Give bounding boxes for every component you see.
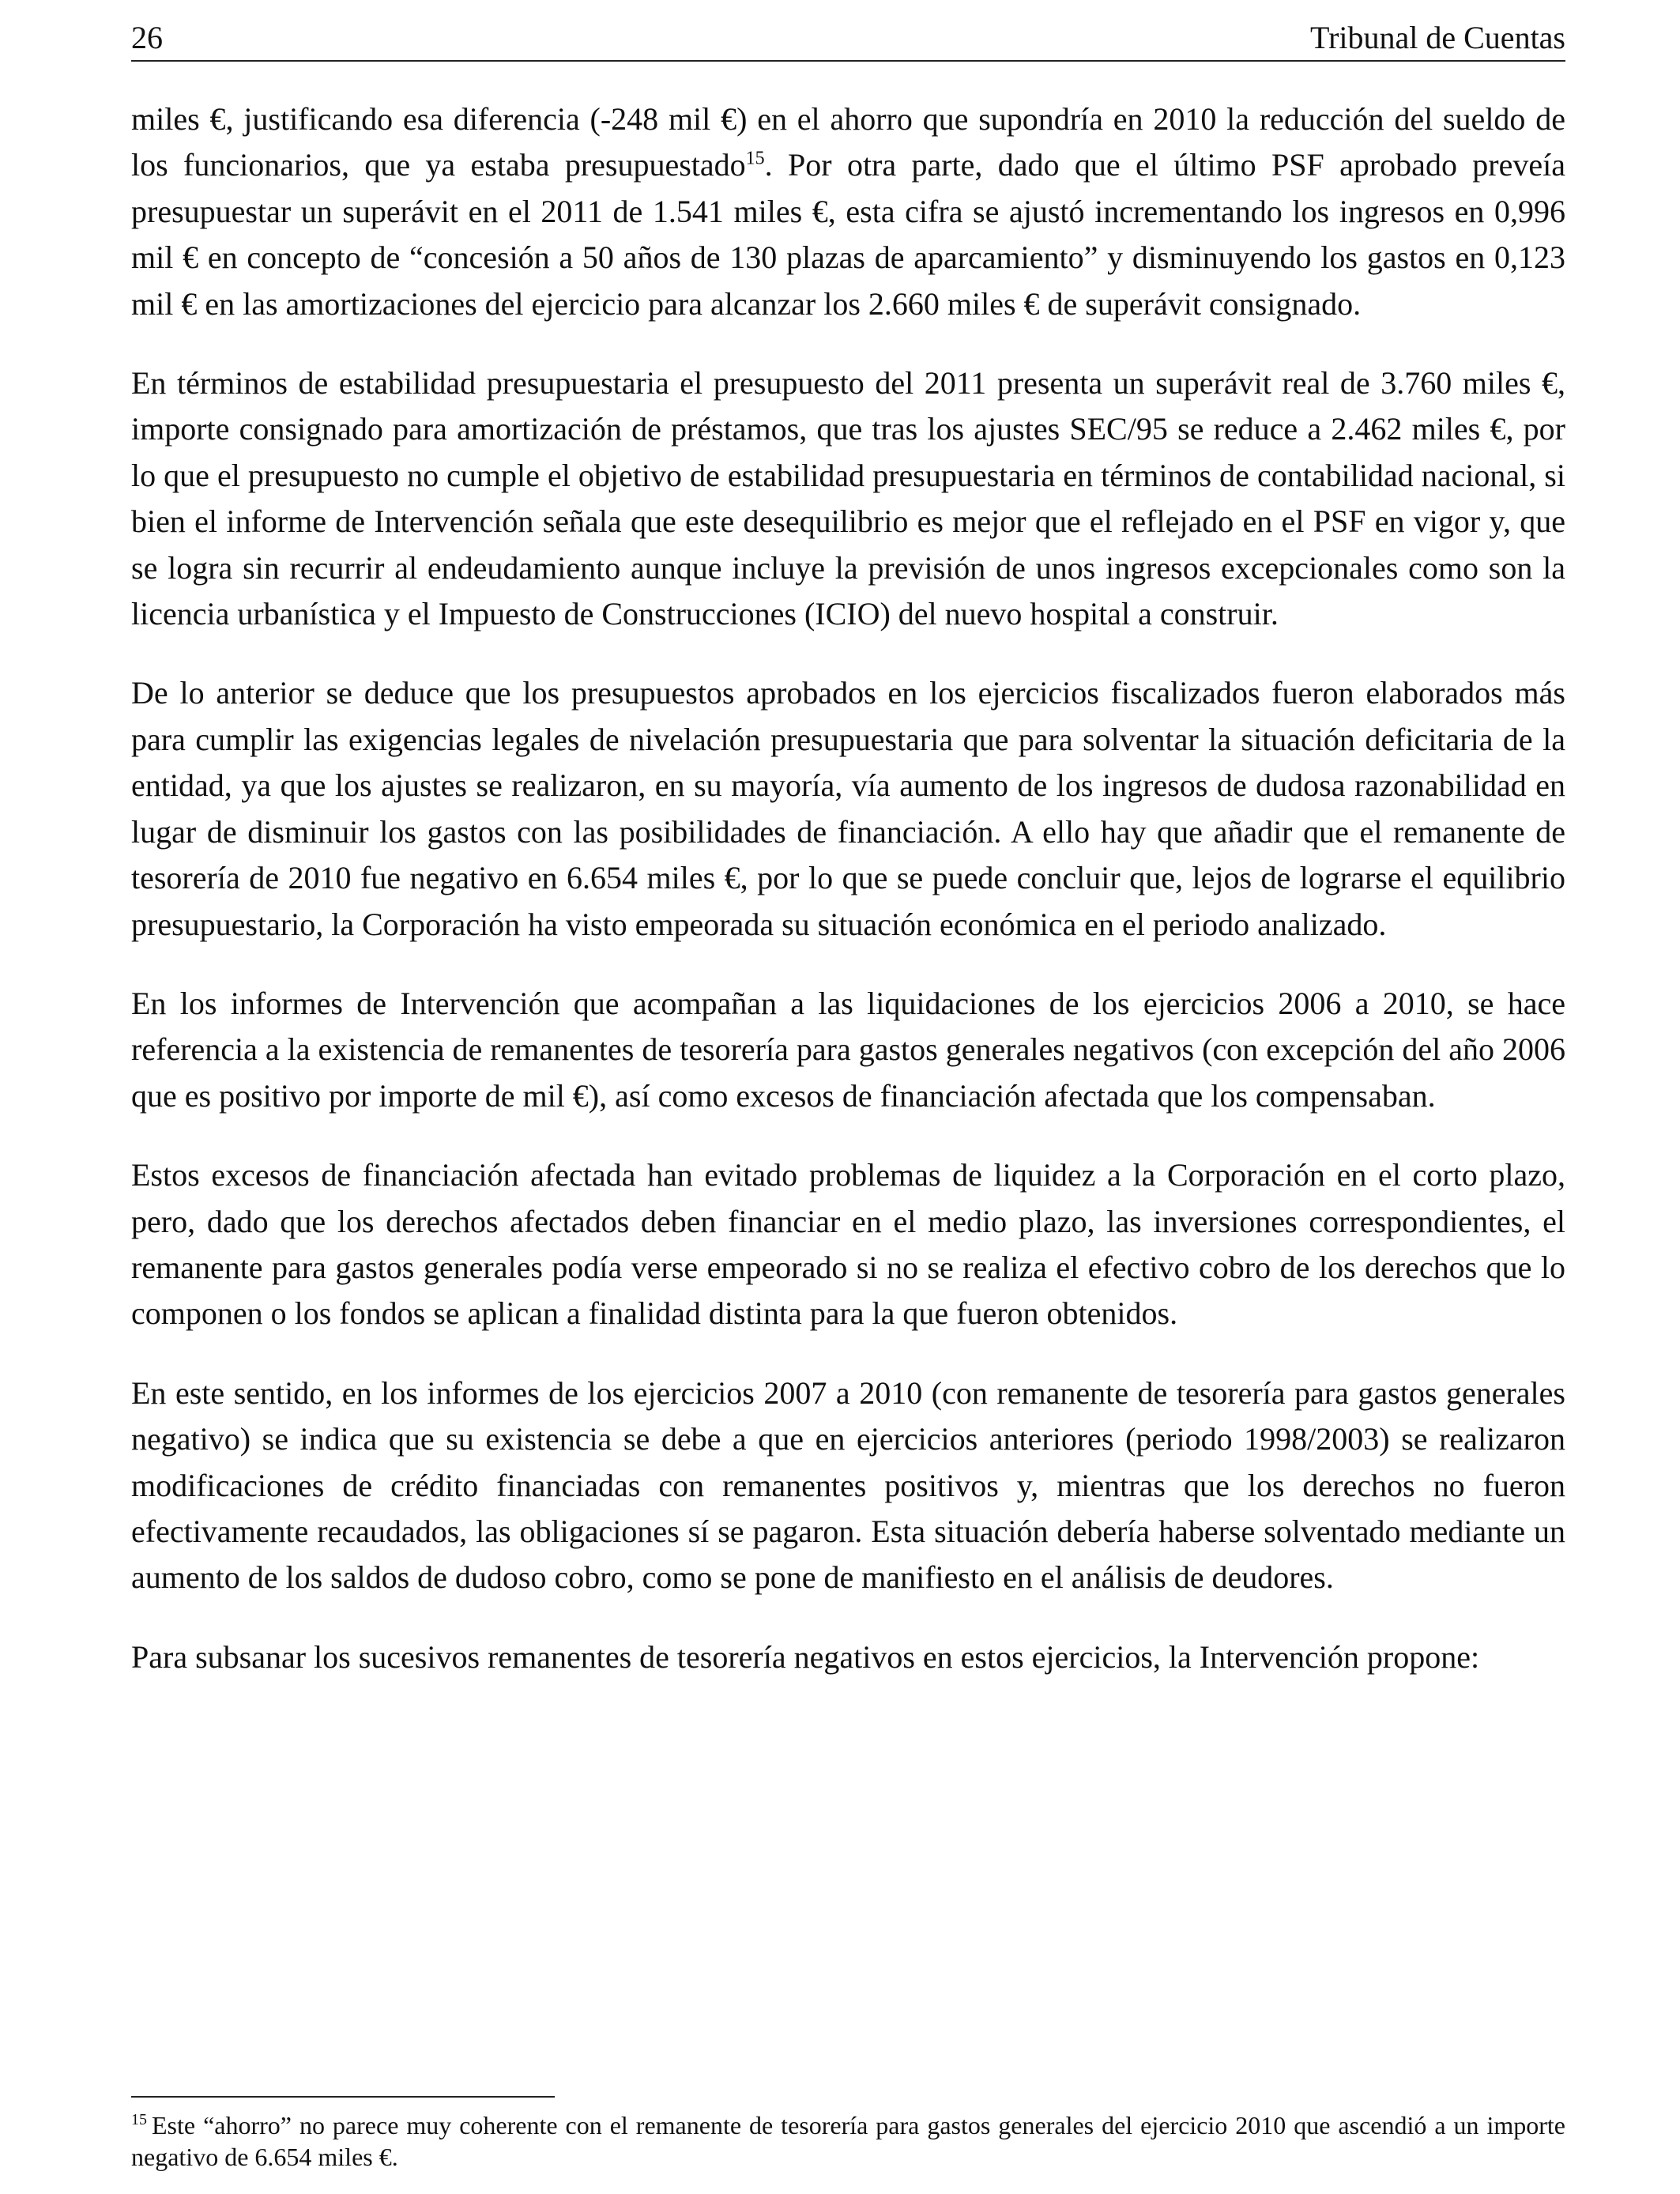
paragraph-3: De lo anterior se deduce que los presupuestos aprobados en los ejercicios fiscalizados fueron elaborados más para cumplir las exigencias legales de nivelación presupuestaria que para solventar la situación deficitaria de la entidad, ya que los ajustes se realizaron, en su mayoría, vía aumento de los ingresos de dudosa razonabilidad en lugar de disminuir los gastos con las posibilidades de financiación. A ello hay que añadir que el remanente de tesorería de 2010 fue negativo en 6.654 miles €, por lo que se puede concluir que, lejos de lograrse el equilibrio presupuestario, la Corporación ha visto empeorada su situación económica en el periodo analizado.: [131, 675, 1565, 942]
paragraph-1: [131, 96, 1565, 327]
footnote-text: Este “ahorro” no parece muy coherente con el remanente de tesorería para gastos generales del ejercicio 2010 que ascendió a un importe negativo de 6.654 miles €.: [131, 2111, 1565, 2171]
paragraph-1-text-b: . Por otra parte, dado que el último PSF aprobado preveía presupuestar un superávit en el 2011 de 1.541 miles €, esta cifra se ajustó incrementando los ingresos en 0,996 mil € en concepto de “concesión a 50 años de 130 plazas de aparcamiento” y disminuyendo los gastos en 0,123 mil € en las amortizaciones del ejercicio para alcanzar los 2.660 miles € de superávit consignado.: [131, 147, 1565, 322]
paragraph-7: Para subsanar los sucesivos remanentes de tesorería negativos en estos ejercicios, la Intervención propone:: [131, 1638, 1480, 1675]
body-text: [131, 96, 1565, 1713]
page-number: 26: [131, 20, 163, 55]
footnote-reference: 15: [745, 149, 765, 170]
paragraph-1-text-a: miles €, justificando esa diferencia (-248 mil €) en el ahorro que supondría en 2010 la reducción del sueldo de los funcionarios, que ya estaba presupuestado: [131, 101, 1565, 183]
paragraph-6: En este sentido, en los informes de los ejercicios 2007 a 2010 (con remanente de tesorería para gastos generales negativo) se indica que su existencia se debe a que en ejercicios anteriores (periodo 1998/2003) se realizaron modificaciones de crédito financiadas con remanentes positivos y, mientras que los derechos no fueron efectivamente recaudados, las obligaciones sí se pagaron. Esta situación debería haberse solventado mediante un aumento de los saldos de dudoso cobro, como se pone de manifiesto en el análisis de deudores.: [131, 1374, 1565, 1596]
paragraph-5: Estos excesos de financiación afectada han evitado problemas de liquidez a la Corporación en el corto plazo, pero, dado que los derechos afectados deben financiar en el medio plazo, las inversiones correspondientes, el remanente para gastos generales podía verse empeorado si no se realiza el efectivo cobro de los derechos que lo componen o los fondos se aplican a finalidad distinta para la que fueron obtenidos.: [131, 1157, 1565, 1332]
paragraph-4: En los informes de Intervención que acompañan a las liquidaciones de los ejercicios 2006 a 2010, se hace referencia a la existencia de remanentes de tesorería para gastos generales negativos (con excepción del año 2006 que es positivo por importe de mil €), así como excesos de financiación afectada que los compensaban.: [131, 985, 1565, 1114]
paragraph-2: En términos de estabilidad presupuestaria el presupuesto del 2011 presenta un superávit real de 3.760 miles €, importe consignado para amortización de préstamos, que tras los ajustes SEC/95 se reduce a 2.462 miles €, por lo que el presupuesto no cumple el objetivo de estabilidad presupuestaria en términos de contabilidad nacional, si bien el informe de Intervención señala que este desequilibrio es mejor que el reflejado en el PSF en vigor y, que se logra sin recurrir al endeudamiento aunque incluye la previsión de unos ingresos excepcionales como son la licencia urbanística y el Impuesto de Construcciones (ICIO) del nuevo hospital a construir.: [131, 365, 1565, 632]
footnote-number: 15: [131, 2111, 147, 2129]
running-title: Tribunal de Cuentas: [1310, 20, 1565, 55]
page-header: [131, 16, 1565, 62]
footnote-separator: [131, 2096, 555, 2098]
footnote: [131, 2109, 1565, 2173]
